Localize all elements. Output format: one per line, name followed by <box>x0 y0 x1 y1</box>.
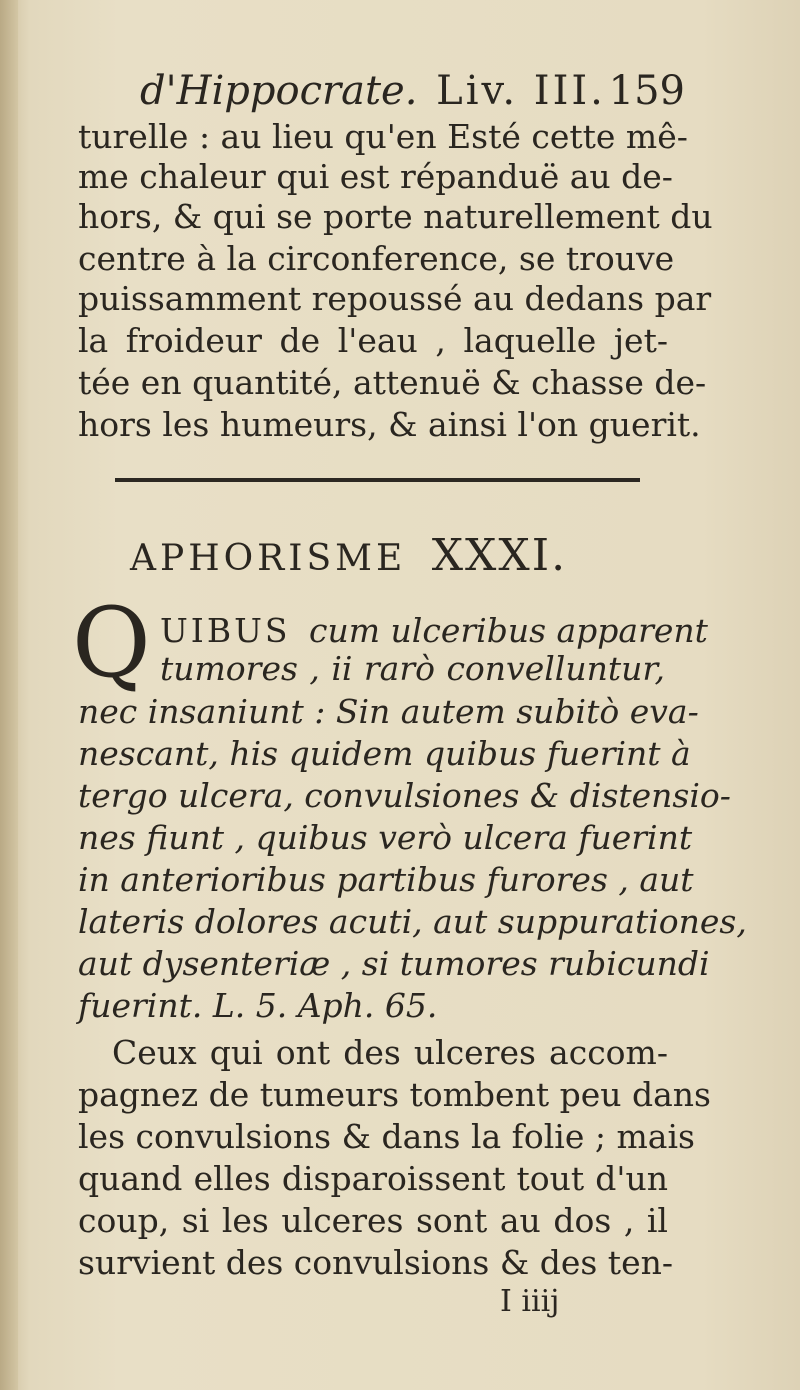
latin-line: nes fiunt , quibus verò ulcera fuerint <box>78 818 693 857</box>
latin-first-word: UIBUS <box>160 611 291 650</box>
page-number: 159 <box>608 68 685 114</box>
french-line: quand elles disparoissent tout d'un <box>78 1159 668 1198</box>
latin-line: nec insaniunt : Sin autem subitò eva- <box>78 692 699 731</box>
running-header <box>140 68 685 118</box>
text-line: puissamment repoussé au dedans par <box>78 279 712 318</box>
latin-line: nescant, his quidem quibus fuerint à <box>78 734 691 773</box>
french-line: les convulsions & dans la folie ; mais <box>78 1117 695 1156</box>
text-line: hors les humeurs, & ainsi l'on guerit. <box>78 405 701 444</box>
aphorism-label: APHORISME <box>130 538 407 579</box>
latin-line-first <box>160 611 708 650</box>
text-line: tée en quantité, attenuë & chasse de- <box>78 363 707 402</box>
french-line: survient des convulsions & des ten- <box>78 1243 673 1282</box>
drop-cap: Q <box>72 587 151 699</box>
text-line: la froideur de l'eau , laquelle jet- <box>78 321 668 360</box>
latin-line: lateris dolores acuti, aut suppurationes, <box>78 902 747 941</box>
signature-mark: I iiij <box>500 1284 560 1319</box>
latin-line-last: fuerint. L. 5. Aph. 65. <box>78 986 438 1025</box>
french-line: coup, si les ulceres sont au dos , il <box>78 1201 668 1240</box>
book-number: Liv. III. <box>436 68 606 114</box>
latin-line: in anterioribus partibus furores , aut <box>78 860 694 899</box>
latin-line: cum ulceribus apparent <box>309 611 708 650</box>
latin-line: tergo ulcera, convulsiones & distensio- <box>78 776 731 815</box>
latin-line: tumores , ii rarò convelluntur, <box>160 649 665 688</box>
section-rule <box>115 478 640 482</box>
text-line: hors, & qui se porte naturellement du <box>78 197 713 236</box>
latin-line: aut dysenteriæ , si tumores rubicundi <box>78 944 710 983</box>
text-line: me chaleur qui est répanduë au de- <box>78 157 673 196</box>
aphorism-number: XXXI. <box>431 530 568 581</box>
page-gutter <box>0 0 18 1390</box>
running-title: d'Hippocrate. <box>140 68 418 114</box>
text-line: turelle : au lieu qu'en Esté cette mê- <box>78 117 688 156</box>
french-line: Ceux qui ont des ulceres accom- <box>112 1033 668 1072</box>
text-line: centre à la circonference, se trouve <box>78 239 675 278</box>
aphorism-title <box>130 530 610 581</box>
french-line: pagnez de tumeurs tombent peu dans <box>78 1075 711 1114</box>
